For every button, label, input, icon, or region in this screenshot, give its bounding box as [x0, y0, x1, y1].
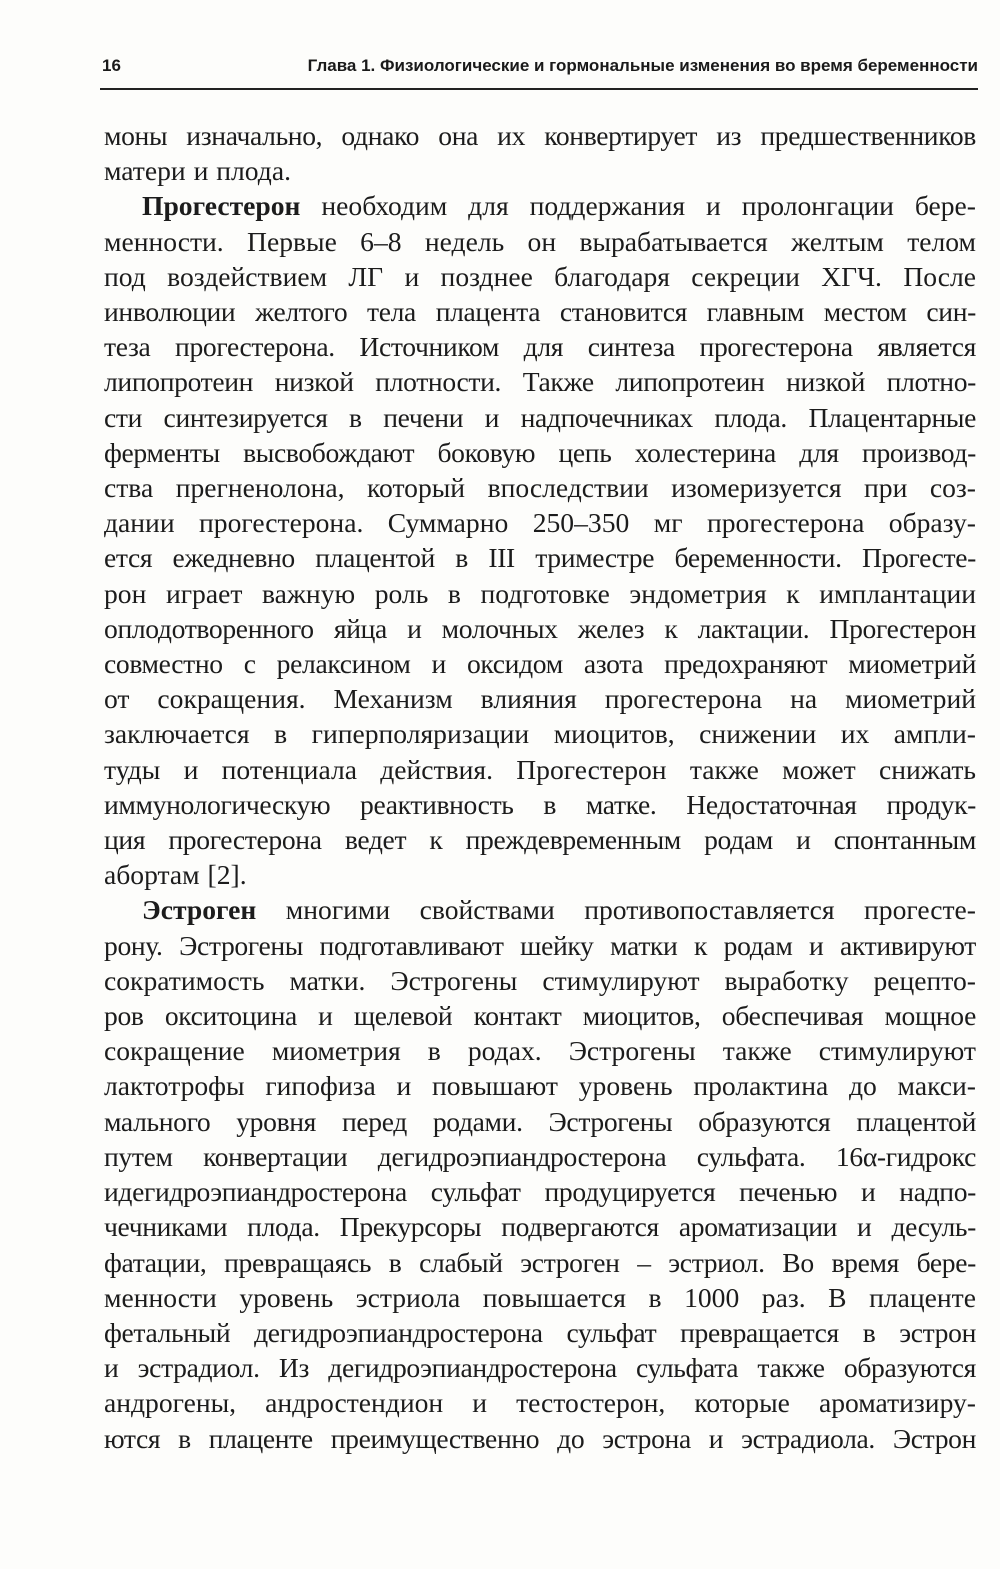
text-line: менности уровень эстриола повышается в 1000 раз. В плаценте [104, 1281, 976, 1313]
text-line: рону. Эстрогены подготавливают шейку матки к родам и активируют [104, 929, 976, 961]
text-line: сократимость матки. Эстрогены стимулируют выработку рецепто- [104, 964, 976, 996]
text-line: ется ежедневно плацентой в III триместре беременности. Прогесте- [104, 542, 976, 574]
text-line: совместно с релаксином и оксидом азота предохраняют миометрий [104, 648, 976, 680]
text-line: от сокращения. Механизм влияния прогестерона на миометрий [104, 683, 976, 715]
paragraph-continuation [104, 118, 976, 188]
text-line: ферменты высвобождают боковую цепь холестерина для производ- [104, 436, 976, 468]
text-line: менности. Первые 6–8 недель он вырабатывается желтым телом [104, 225, 976, 257]
text-line: теза прогестерона. Источником для синтеза прогестерона является [104, 331, 976, 363]
text-line: липопротеин низкой плотности. Также липопротеин низкой плотно- [104, 366, 976, 398]
text-line: путем конвертации дегидроэпиандростерона сульфата. 16α-гидрокс [104, 1140, 976, 1172]
text-line [104, 892, 976, 927]
text-line: оплодотворенного яйца и молочных желез к лактации. Прогестерон [104, 612, 976, 644]
paragraph-estrogen [104, 892, 976, 1455]
text-line: заключается в гиперполяризации миоцитов, снижении их ампли- [104, 718, 976, 750]
text-line: и эстрадиол. Из дегидроэпиандростерона сульфата также образуются [104, 1352, 976, 1384]
text-line: матери и плода. [104, 155, 291, 187]
text-line: чечниками плода. Прекурсоры подвергаются ароматизации и десуль- [104, 1211, 976, 1243]
text-fragment: многими свойствами противопоставляется прогесте- [256, 894, 976, 926]
text-line [104, 188, 976, 223]
text-line: дании прогестерона. Суммарно 250–350 мг прогестерона образу- [104, 507, 976, 539]
text-line: ция прогестерона ведет к преждевременным родам и спонтанным [104, 824, 976, 856]
text-line: мального уровня перед родами. Эстрогены образуются плацентой [104, 1105, 976, 1137]
text-line: иммунологическую реактивность в матке. Недостаточная продук- [104, 788, 976, 820]
page-header [100, 48, 978, 90]
text-line: абортам [2]. [104, 859, 247, 891]
text-line: моны изначально, однако она их конвертирует из предшественников [104, 120, 976, 151]
text-line: лактотрофы гипофиза и повышают уровень пролактина до макси- [104, 1070, 976, 1102]
text-line: сокращение миометрия в родах. Эстрогены также стимулируют [104, 1035, 976, 1067]
text-line: туды и потенциала действия. Прогестерон также может снижать [104, 753, 976, 785]
term-progesterone: Прогестерон [142, 190, 301, 222]
text-line: фетальный дегидроэпиандростерона сульфат превращается в эстрон [104, 1316, 976, 1348]
text-body [104, 118, 976, 1456]
text-line: ются в плаценте преимущественно до эстрона и эстрадиола. Эстрон [104, 1422, 976, 1454]
page-number: 16 [102, 56, 121, 75]
text-line: фатации, превращаясь в слабый эстроген – эстриол. Во время бере- [104, 1246, 976, 1278]
term-estrogen: Эстроген [142, 894, 257, 926]
text-line: сти синтезируется в печени и надпочечниках плода. Плацентарные [104, 401, 976, 433]
text-line: инволюции желтого тела плацента становится главным местом син- [104, 296, 976, 328]
text-line: ства прегненолона, который впоследствии изомеризуется при соз- [104, 472, 976, 504]
text-fragment: необходим для поддержания и пролонгации бере- [300, 190, 976, 222]
text-line: андрогены, андростендион и тестостерон, которые ароматизиру- [104, 1387, 976, 1419]
running-title: Глава 1. Физиологические и гормональные изменения во время беременности [307, 56, 978, 75]
paragraph-progesterone [104, 188, 976, 892]
text-line: идегидроэпиандростерона сульфат продуцируется печенью и надпо- [104, 1176, 976, 1208]
text-line: под воздействием ЛГ и позднее благодаря секреции ХГЧ. После [104, 260, 976, 292]
text-line: рон играет важную роль в подготовке эндометрия к имплантации [104, 577, 976, 609]
text-line: ров окситоцина и щелевой контакт миоцитов, обеспечивая мощное [104, 1000, 976, 1032]
